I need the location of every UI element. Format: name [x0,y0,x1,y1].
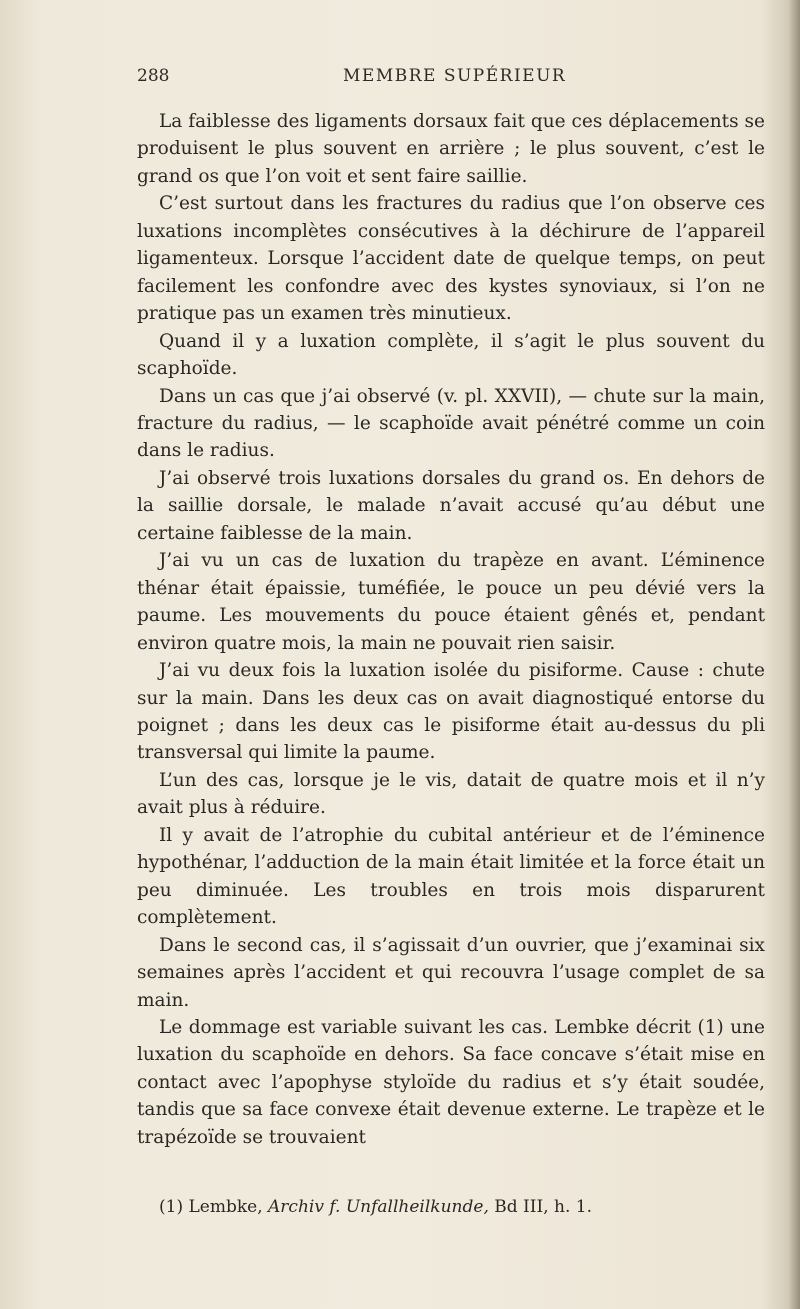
paragraph: Dans un cas que j’ai observé (v. pl. XXVII), — chute sur la main, fracture du radius, — le scaphoïde avait pénétré comme un coin dans le radius. [137,385,765,462]
paragraph: Quand il y a luxation complète, il s’agit le plus souvent du scaphoïde. [137,330,765,380]
paragraph: Il y avait de l’atrophie du cubital antérieur et de l’éminence hypothénar, l’adduction de la main était limitée et la force était un peu diminuée. Les troubles en trois mois disparurent complètement. [137,824,765,929]
footnote-author: Lembke, [188,1197,263,1217]
paragraph: L’un des cas, lorsque je le vis, datait de quatre mois et il n’y avait plus à réduire. [137,769,765,819]
page-edge-shadow [788,0,800,1309]
paragraph: J’ai vu un cas de luxation du trapèze en avant. L’éminence thénar était épaissie, tuméfiée, le pouce un peu dévié vers la paume. Les mouvements du pouce étaient gênés et, pendant environ quatre mois, la main ne pouvait rien saisir. [137,550,765,654]
paragraph: La faiblesse des ligaments dorsaux fait que ces déplacements se produisent le plus souvent en arrière ; le plus souvent, c’est le grand os que l’on voit et sent faire saillie. [137,111,765,187]
running-head: MEMBRE SUPÉRIEUR [343,66,567,86]
footnote-reference: Bd III, h. 1. [494,1197,592,1217]
footnote [159,1197,779,1217]
paragraph: Le dommage est variable suivant les cas. Lembke décrit (1) une luxation du scaphoïde en dehors. Sa face concave s’était mise en contact avec l’apophyse styloïde du radius et s’y était soudée, tandis que sa face convexe était devenue externe. Le trapèze et le trapézoïde se trouvaient [137,1016,765,1148]
paragraph: J’ai vu deux fois la luxation isolée du pisiforme. Cause : chute sur la main. Dans les deux cas on avait diagnostiqué entorse du poignet ; dans les deux cas le pisiforme était au-dessus du pli transversal qui limite la paume. [137,660,765,764]
paragraph: C’est surtout dans les fractures du radius que l’on observe ces luxations incomplètes consécutives à la déchirure de l’appareil ligamenteux. Lorsque l’accident date de quelque temps, on peut facilement les confondre avec des kystes synoviaux, si l’on ne pratique pas un examen très minutieux. [137,193,765,325]
paragraph: J’ai observé trois luxations dorsales du grand os. En dehors de la saillie dorsale, le malade n’avait accusé qu’au début une certaine faiblesse de la main. [137,467,765,544]
page-header [137,66,777,90]
body-text [137,108,765,1151]
page-number: 288 [137,66,170,86]
paragraph: Dans le second cas, il s’agissait d’un ouvrier, que j’examinai six semaines après l’accident et qui recouvra l’usage complet de sa main. [137,934,765,1011]
footnote-marker: (1) [159,1197,184,1217]
footnote-journal: Archiv f. Unfallheilkunde, [268,1197,489,1217]
